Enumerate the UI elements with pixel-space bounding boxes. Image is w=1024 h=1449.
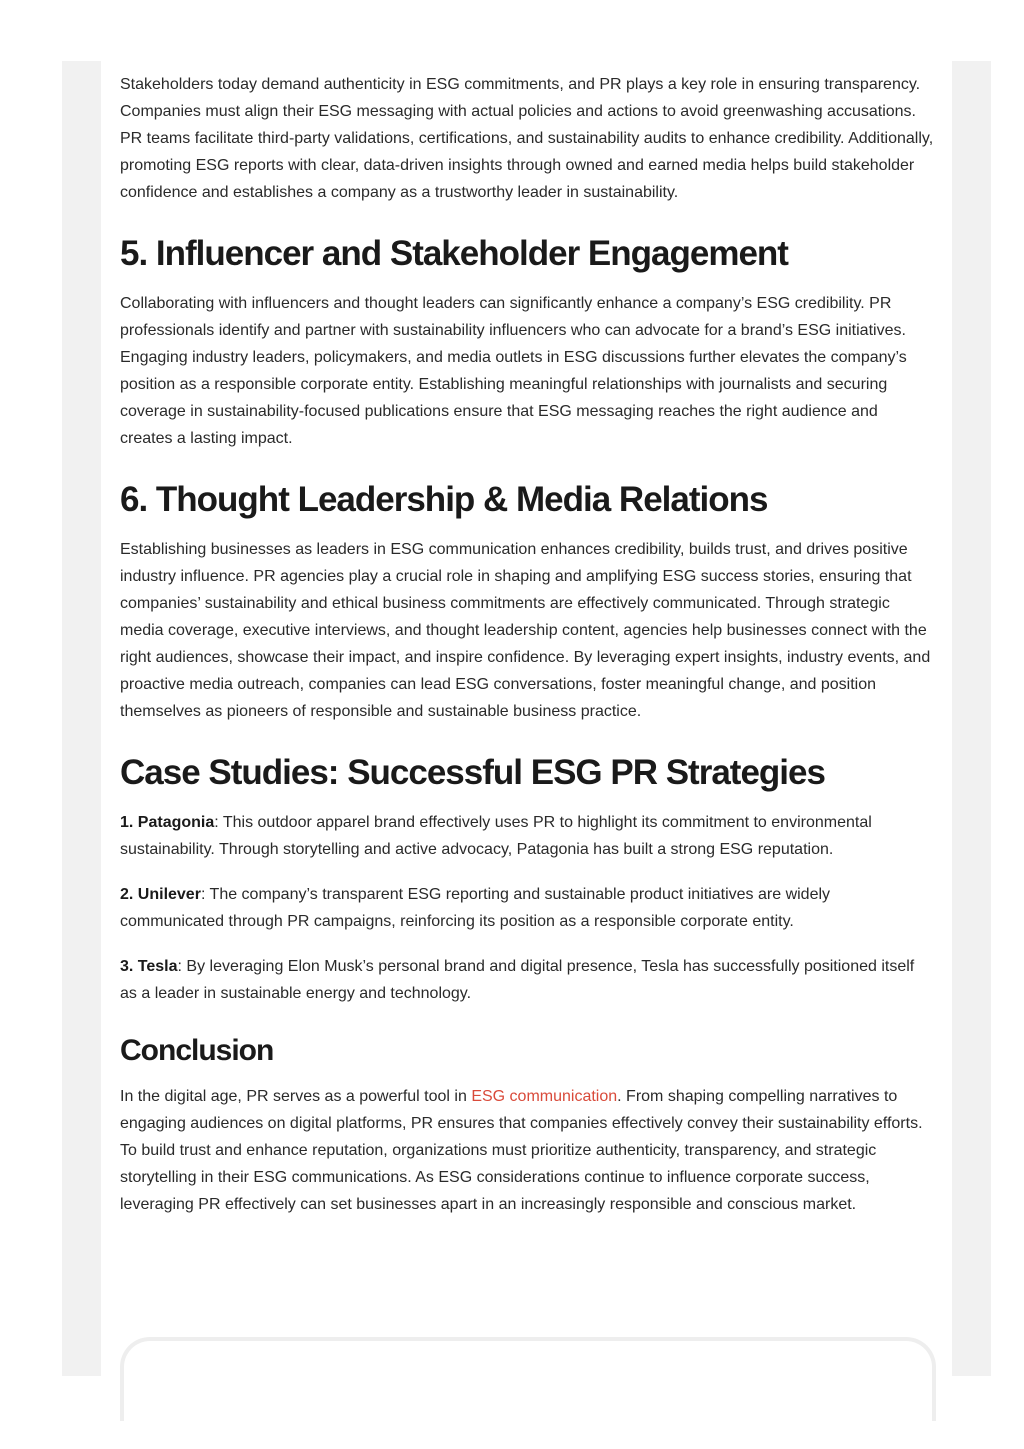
conclusion-text-after: . From shaping compelling narratives to engaging audiences on digital platforms, PR ensures that companies effectively convey their sustainability efforts. To build trust and enhance reputation, organizations must prioritize authenticity, transparency, and strategic storytelling in their ESG communications. As ESG considerations continue to influence corporate success, leveraging PR effectively can set businesses apart in an increasingly responsible and conscious market. xyxy=(120,1088,923,1213)
case-study-text: : By leveraging Elon Musk’s personal brand and digital presence, Tesla has successfully positioned itself as a leader in sustainable energy and technology. xyxy=(120,958,915,1002)
section-5-paragraph: Collaborating with influencers and thought leaders can significantly enhance a company’s ESG credibility. PR professionals identify and partner with sustainability influencers who can advocate for a brand’s ESG initiatives. Engaging industry leaders, policymakers, and media outlets in ESG discussions further elevates the company’s position as a responsible corporate entity. Establishing meaningful relationships with journalists and securing coverage in sustainability-focused publications ensure that ESG messaging reaches the right audience and creates a lasting impact. xyxy=(120,295,907,447)
bottom-card xyxy=(120,1337,936,1421)
case-study-item xyxy=(120,809,934,863)
case-studies-heading: Case Studies: Successful ESG PR Strategies xyxy=(120,753,825,792)
conclusion-heading: Conclusion xyxy=(120,1034,274,1067)
conclusion-paragraph xyxy=(120,1083,934,1218)
section-6-heading: 6. Thought Leadership & Media Relations xyxy=(120,480,768,519)
intro-paragraph: Stakeholders today demand authenticity in ESG commitments, and PR plays a key role in ensuring transparency. Companies must align their ESG messaging with actual policies and actions to avoid greenwashing accusations. PR teams facilitate third-party validations, certifications, and sustainability audits to enhance credibility. Additionally, promoting ESG reports with clear, data-driven insights through owned and earned media helps build stakeholder confidence and establishes a company as a trustworthy leader in sustainability. xyxy=(120,76,934,201)
case-study-text: : This outdoor apparel brand effectively uses PR to highlight its commitment to environmental sustainability. Through storytelling and active advocacy, Patagonia has built a strong ESG reputation. xyxy=(120,814,872,858)
case-study-item xyxy=(120,953,934,1007)
article-content xyxy=(120,71,934,1218)
section-6-paragraph: Establishing businesses as leaders in ESG communication enhances credibility, builds trust, and drives positive industry influence. PR agencies play a crucial role in shaping and amplifying ESG success stories, ensuring that companies’ sustainability and ethical business commitments are effectively communicated. Through strategic media coverage, executive interviews, and thought leadership content, agencies help businesses connect with the right audiences, showcase their impact, and inspire confidence. By leveraging expert insights, industry events, and proactive media outreach, companies can lead ESG conversations, foster meaningful change, and position themselves as pioneers of responsible and sustainable business practice. xyxy=(120,541,931,720)
article-body xyxy=(101,61,952,1376)
case-study-item xyxy=(120,881,934,935)
case-studies-list xyxy=(120,809,934,1007)
case-study-label: 1. Patagonia xyxy=(120,814,215,831)
case-study-text: : The company’s transparent ESG reporting and sustainable product initiatives are widely communicated through PR campaigns, reinforcing its position as a responsible corporate entity. xyxy=(120,886,831,930)
esg-communication-link[interactable]: ESG communication xyxy=(471,1088,618,1105)
section-5-heading: 5. Influencer and Stakeholder Engagement xyxy=(120,234,788,273)
case-study-label: 3. Tesla xyxy=(120,958,178,975)
conclusion-text-before: In the digital age, PR serves as a powerful tool in xyxy=(120,1088,472,1105)
case-study-label: 2. Unilever xyxy=(120,886,201,903)
